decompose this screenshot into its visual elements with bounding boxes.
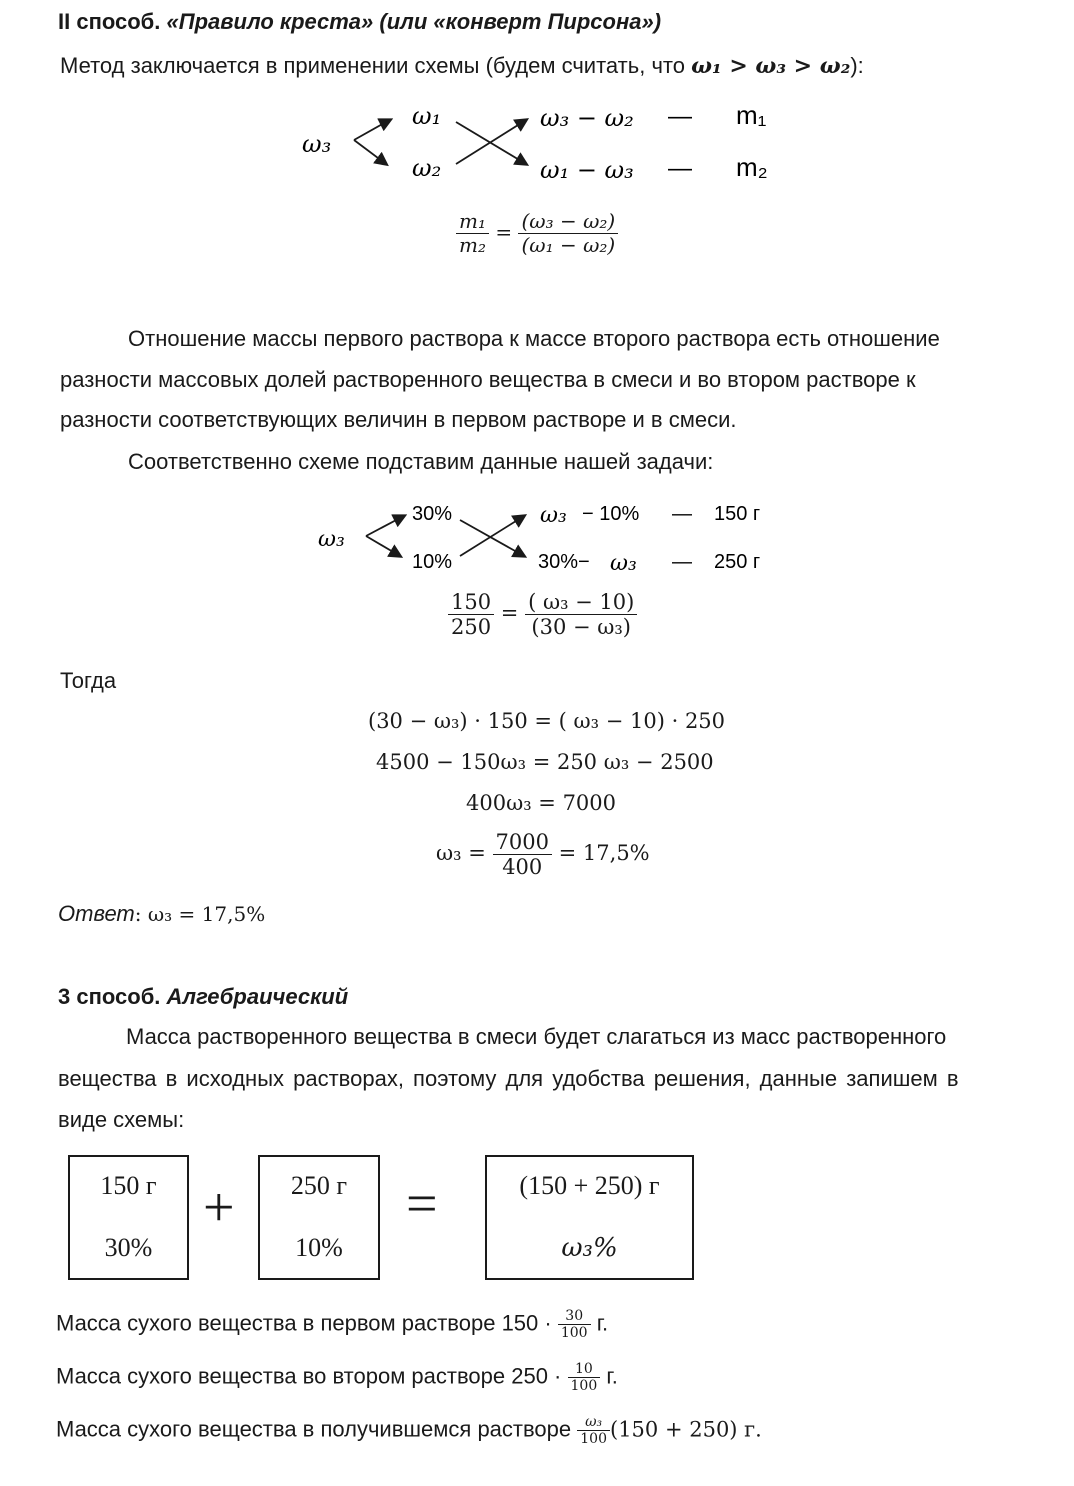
ratio-rhs-den: (ω₁ − ω₂) bbox=[521, 233, 616, 257]
scheme2-bottom-in: 10% bbox=[412, 551, 453, 573]
scheme2-branch-top-arrow bbox=[400, 516, 404, 518]
equation-line-2: 4500 − 150ω₃ = 250 ω₃ − 2500 bbox=[376, 750, 714, 774]
mass-result-text: Масса сухого вещества в получившемся растворе bbox=[56, 1416, 572, 1442]
box1-fraction: 30% bbox=[104, 1233, 153, 1262]
ratio-eq: = bbox=[495, 220, 513, 244]
ratio2-rhs-den: (30 − ω₃) bbox=[531, 615, 632, 640]
scheme1-branch-bottom bbox=[354, 140, 386, 164]
mass-second-unit: г. bbox=[606, 1363, 618, 1389]
scheme2-m1: 150 г bbox=[714, 503, 761, 525]
final-eq-lhs: ω₃ = bbox=[436, 841, 486, 866]
box-mixture bbox=[485, 1155, 694, 1280]
paragraph-line-1: Отношение массы первого раствора к массе второго раствора есть отношение bbox=[128, 326, 940, 351]
ratio-formula bbox=[456, 210, 618, 257]
ratio-lhs-num: m₁ bbox=[456, 210, 489, 234]
mass-second-num: 10 bbox=[568, 1361, 601, 1378]
equation-line-3: 400ω₃ = 7000 bbox=[466, 791, 617, 815]
scheme2-bottom-out-omega: ω₃ bbox=[610, 551, 637, 576]
ratio2-rhs-num: ( ω₃ − 10) bbox=[525, 590, 637, 615]
mass-result-line bbox=[56, 1414, 762, 1447]
scheme1-top-in: ω₁ bbox=[412, 102, 442, 130]
scheme1-branch-top bbox=[354, 122, 386, 140]
box3-fraction: ω₃% bbox=[561, 1233, 618, 1263]
mass-first-den: 100 bbox=[560, 1325, 588, 1342]
cross-scheme-general bbox=[290, 92, 800, 192]
scheme2-m2: 250 г bbox=[714, 551, 761, 573]
mass-first-unit: г. bbox=[596, 1310, 609, 1336]
intro-condition: ω₁ > ω₃ > ω₂ bbox=[691, 53, 851, 79]
ratio-lhs-den: m₂ bbox=[459, 233, 486, 257]
box-solution-2 bbox=[258, 1155, 380, 1280]
mass-result-num: ω₃ bbox=[577, 1414, 610, 1431]
method-intro bbox=[60, 52, 864, 80]
scheme1-left: ω₃ bbox=[302, 130, 332, 158]
scheme2-dash-top: — bbox=[672, 503, 692, 525]
mass-first-num: 30 bbox=[558, 1308, 591, 1325]
section3-paragraph-line-3: виде схемы: bbox=[58, 1107, 185, 1132]
mass-first-line bbox=[56, 1308, 608, 1341]
equals-sign: = bbox=[406, 1173, 438, 1235]
ratio2-formula bbox=[448, 590, 637, 639]
heading3-prefix: 3 способ. bbox=[58, 984, 161, 1009]
final-eq-rhs: = 17,5% bbox=[558, 841, 650, 866]
equation-line-1: (30 − ω₃) · 150 = ( ω₃ − 10) · 250 bbox=[368, 709, 726, 733]
ratio-rhs-num: (ω₃ − ω₂) bbox=[518, 210, 618, 234]
heading-prefix: II способ. bbox=[58, 9, 161, 34]
final-eq-den: 400 bbox=[502, 855, 543, 880]
mass-second-text: Масса сухого вещества во втором растворе 250 · bbox=[56, 1363, 562, 1389]
paragraph-line-2: разности массовых долей растворенного вещества в смеси и во втором растворе к bbox=[60, 367, 916, 392]
heading3-title: Алгебраический bbox=[166, 984, 349, 1009]
mass-result-den: 100 bbox=[580, 1431, 607, 1448]
scheme2-dash-bottom: — bbox=[672, 551, 692, 573]
final-equation bbox=[436, 830, 650, 879]
box3-mass: (150 + 250) г bbox=[519, 1171, 660, 1200]
scheme2-branch-top bbox=[366, 518, 400, 536]
answer-value: : ω₃ = 17,5% bbox=[134, 902, 266, 926]
answer-line bbox=[58, 900, 265, 928]
cross-scheme-values bbox=[310, 490, 790, 580]
mass-result-tail: (150 + 250) г. bbox=[610, 1417, 762, 1442]
ratio2-lhs-num: 150 bbox=[448, 590, 494, 615]
section3-paragraph-line-2: вещества в исходных растворах, поэтому для удобства решения, данные запишем в bbox=[58, 1066, 959, 1091]
scheme1-dash-top: — bbox=[668, 103, 692, 130]
scheme1-bottom-in: ω₂ bbox=[412, 154, 442, 182]
mass-second-den: 100 bbox=[570, 1378, 598, 1395]
scheme1-top-out: ω₃ − ω₂ bbox=[540, 104, 634, 132]
scheme2-top-out-rest: − 10% bbox=[582, 503, 640, 525]
scheme2-bottom-out-pct: 30%− bbox=[538, 551, 590, 573]
box1-mass: 150 г bbox=[100, 1171, 157, 1200]
intro-end: ): bbox=[850, 53, 864, 78]
mass-second-line bbox=[56, 1361, 618, 1394]
answer-label: Ответ bbox=[58, 901, 135, 926]
final-eq-num: 7000 bbox=[493, 830, 552, 855]
section3-paragraph-line-1: Масса растворенного вещества в смеси будет слагаться из масс растворенного bbox=[126, 1024, 947, 1049]
box2-fraction: 10% bbox=[295, 1233, 343, 1262]
paragraph-line-3: разности соответствующих величин в первом растворе и в смеси. bbox=[60, 407, 737, 432]
section3-heading bbox=[58, 983, 348, 1011]
ratio2-lhs-den: 250 bbox=[451, 615, 492, 640]
scheme1-m1: m₁ bbox=[736, 100, 767, 130]
mass-first-text: Масса сухого вещества в первом растворе 150 · bbox=[56, 1310, 552, 1336]
heading-title: «Правило креста» (или «конверт Пирсона») bbox=[166, 9, 662, 34]
scheme2-branch-bottom bbox=[366, 536, 400, 556]
scheme1-dash-bottom: — bbox=[668, 155, 692, 182]
intro-text: Метод заключается в применении схемы (будем считать, что bbox=[60, 53, 692, 78]
scheme2-left: ω₃ bbox=[318, 527, 345, 552]
ratio2-eq: = bbox=[500, 601, 519, 626]
substitute-text: Соответственно схеме подставим данные нашей задачи: bbox=[128, 449, 714, 474]
then-label: Тогда bbox=[60, 668, 117, 693]
scheme2-top-out-omega: ω₃ bbox=[540, 503, 567, 528]
scheme1-branch-top-arrow bbox=[386, 120, 390, 122]
box-solution-1 bbox=[68, 1155, 189, 1280]
scheme2-top-in: 30% bbox=[412, 503, 453, 525]
section2-heading bbox=[58, 8, 661, 36]
scheme1-m2: m₂ bbox=[736, 152, 768, 182]
plus-sign: + bbox=[203, 1177, 235, 1239]
box2-mass: 250 г bbox=[290, 1171, 348, 1200]
scheme1-bottom-out: ω₁ − ω₃ bbox=[540, 156, 634, 184]
